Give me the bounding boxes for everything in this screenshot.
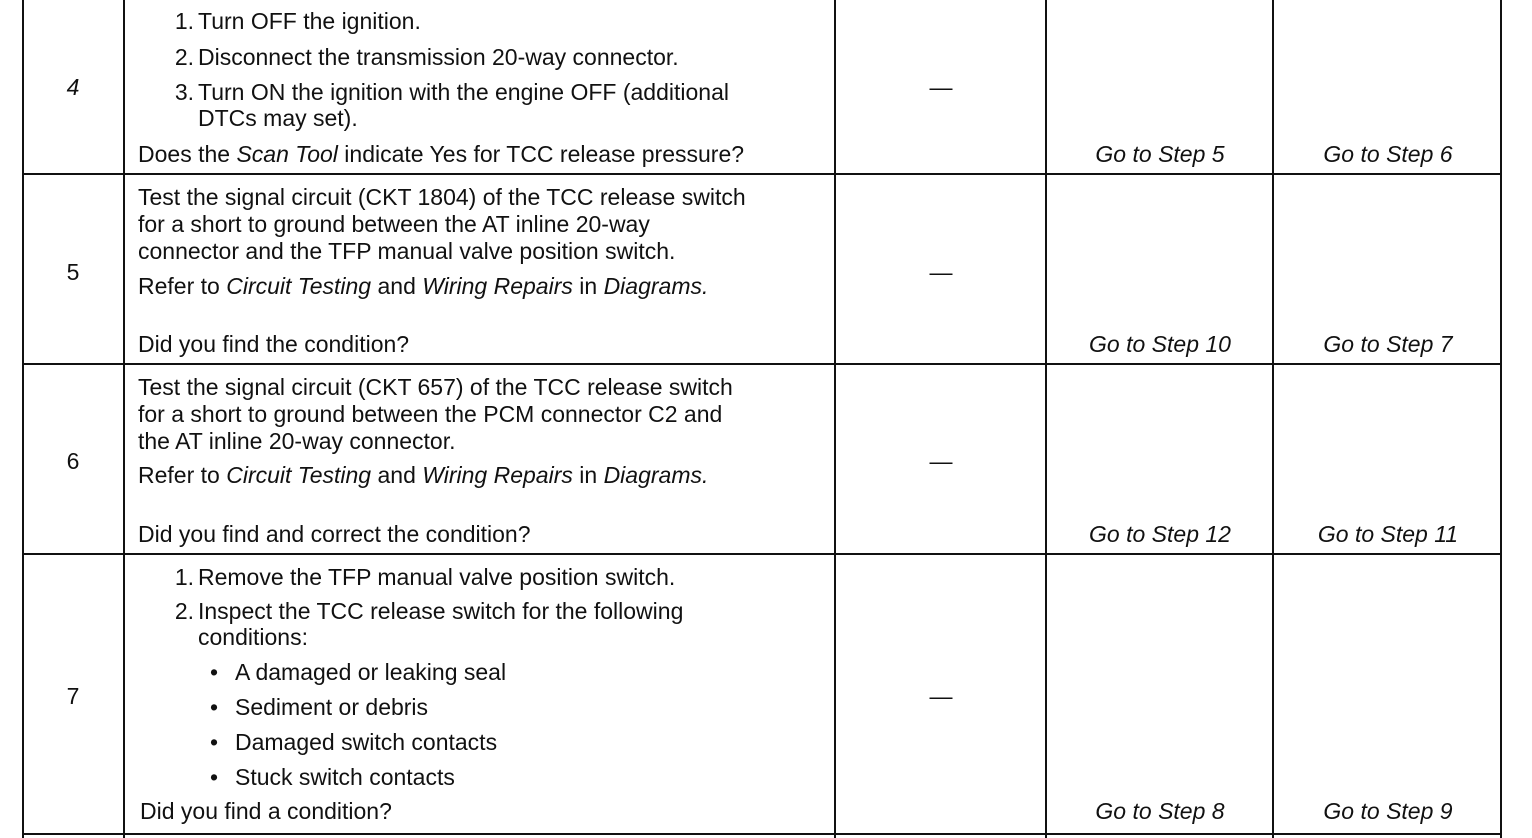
yes-action: Go to Step 8 (1095, 798, 1225, 824)
step-number: 4 (66, 74, 80, 100)
question-text: Does the Scan Tool indicate Yes for TCC release pressure? (138, 141, 745, 167)
bullet-icon: • (210, 659, 219, 685)
yes-action: Go to Step 12 (1089, 521, 1231, 547)
item-text: Inspect the TCC release switch for the following (198, 598, 684, 624)
scan-tool-term: Scan Tool (236, 141, 338, 167)
no-action: Go to Step 9 (1323, 798, 1453, 824)
no-action: Go to Step 7 (1323, 331, 1453, 357)
question-text: Did you find and correct the condition? (138, 521, 531, 547)
action-cell (138, 175, 828, 363)
step-number: 5 (66, 259, 80, 285)
text-line: connector and the TFP manual valve position switch. (138, 238, 676, 264)
item-text: conditions: (198, 624, 308, 650)
item-text: DTCs may set). (198, 105, 358, 131)
action-cell (138, 365, 828, 553)
value-cell: — (929, 448, 953, 474)
bullet-icon: • (210, 729, 219, 755)
no-action: Go to Step 6 (1323, 141, 1453, 167)
table-row (0, 0, 1502, 173)
item-number: 3. (174, 79, 194, 105)
text-line: for a short to ground between the PCM connector C2 and (138, 401, 723, 427)
value-cell: — (929, 683, 953, 709)
yes-action: Go to Step 10 (1089, 331, 1231, 357)
value-cell: — (929, 259, 953, 285)
refer-text: Refer to Circuit Testing and Wiring Repairs in Diagrams. (138, 273, 709, 299)
text-line: for a short to ground between the AT inline 20-way (138, 211, 650, 237)
question-text: Did you find a condition? (140, 798, 392, 824)
step-number: 6 (66, 448, 80, 474)
bullet-icon: • (210, 694, 219, 720)
item-number: 2. (174, 598, 194, 624)
bullet-icon: • (210, 764, 219, 790)
item-text: Turn ON the ignition with the engine OFF (additional (198, 79, 729, 105)
refer-text: Refer to Circuit Testing and Wiring Repairs in Diagrams. (138, 462, 709, 488)
no-action: Go to Step 11 (1317, 521, 1459, 547)
action-cell (138, 0, 828, 173)
item-number: 1. (174, 8, 194, 34)
item-number: 1. (174, 564, 194, 590)
row-divider (22, 833, 1502, 835)
text-line: Test the signal circuit (CKT 657) of the TCC release switch (138, 374, 733, 400)
table-row (0, 175, 1502, 363)
text-line: the AT inline 20-way connector. (138, 428, 456, 454)
yes-action: Go to Step 5 (1095, 141, 1225, 167)
table-row (0, 555, 1502, 833)
value-cell: — (929, 74, 953, 100)
text-line: Test the signal circuit (CKT 1804) of the TCC release switch (138, 184, 746, 210)
action-cell: 1. Remove the TFP manual valve position switch. 2. Inspect the TCC release switch for the following conditions: • A damaged or leaking seal • Sediment or debris • Damaged switch contacts • Stuck switch contacts Did you find a condition? (140, 564, 684, 824)
item-text: Remove the TFP manual valve position switch. (198, 564, 676, 590)
step-number: 7 (66, 683, 80, 709)
table-row (0, 365, 1502, 553)
question-text: Did you find the condition? (138, 331, 410, 357)
item-text: Turn OFF the ignition. (198, 8, 421, 34)
item-text: Disconnect the transmission 20-way connector. (198, 44, 679, 70)
item-number: 2. (174, 44, 194, 70)
